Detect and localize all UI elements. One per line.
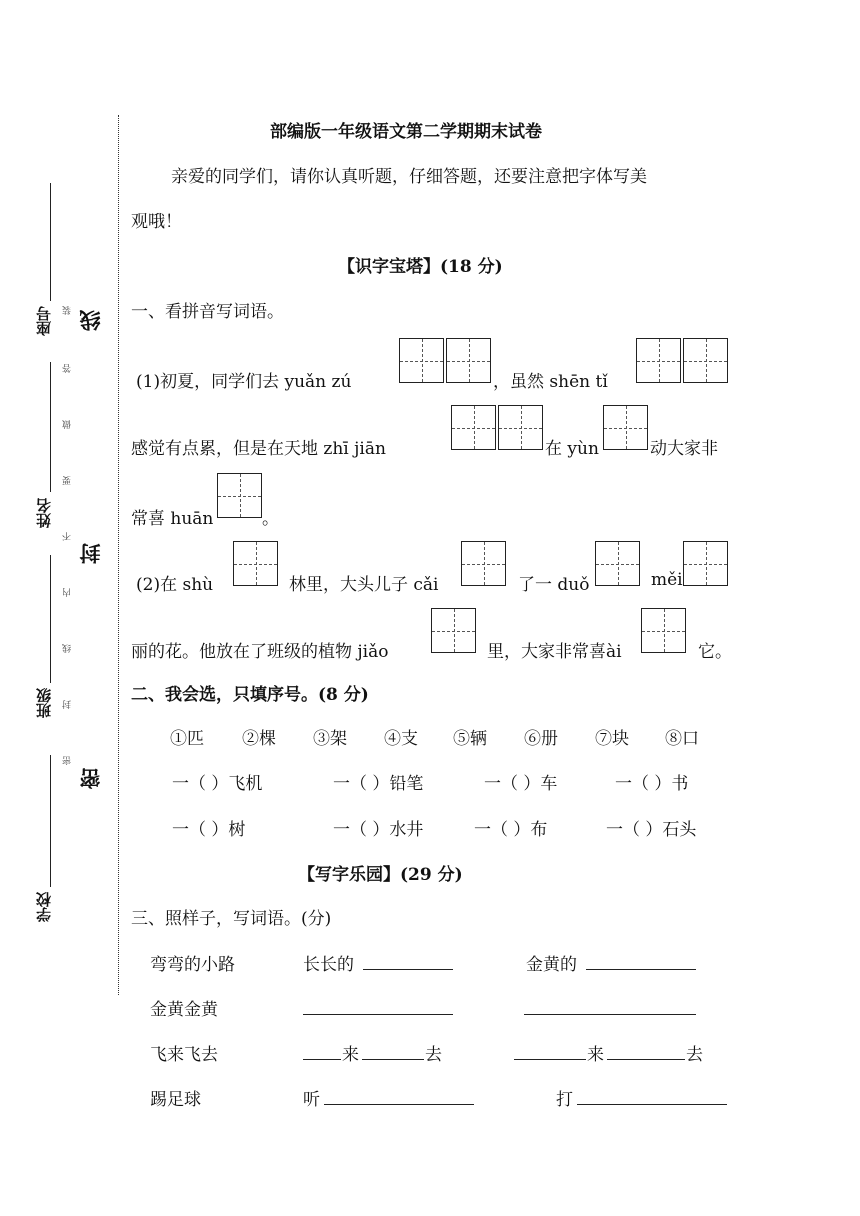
measure-word-option: ④支 (384, 729, 418, 749)
answer-blank[interactable] (586, 969, 696, 970)
writing-box[interactable] (603, 405, 648, 450)
section-heading-literacy: 【识字宝塔】(18 分) (338, 257, 503, 277)
notice-char: 装 (63, 306, 73, 315)
prompt-text: 来 (587, 1045, 604, 1065)
prompt-text: 长长的 (303, 955, 354, 975)
fill-blank-item[interactable]: 一（ ）水井 (333, 820, 424, 840)
answer-blank[interactable] (362, 1059, 424, 1060)
seal-feng: 封 (78, 543, 103, 564)
answer-blank[interactable] (514, 1059, 586, 1060)
example-word: 飞来飞去 (150, 1045, 218, 1065)
fill-blank-item[interactable]: 一（ ）飞机 (172, 774, 263, 794)
q1-line1-text-b: ，虽然 shēn tǐ (493, 372, 608, 392)
q1-line5-text-c: 它。 (698, 642, 732, 662)
prompt-text: 去 (425, 1045, 442, 1065)
answer-blank[interactable] (303, 1014, 453, 1015)
example-word: 金黄金黄 (150, 1000, 218, 1020)
q1-heading: 一、看拼音写词语。 (131, 302, 284, 322)
q1-line4-text-c: 了一 duǒ (518, 575, 590, 595)
measure-word-option: ⑦块 (595, 729, 629, 749)
q1-line1-text-a: (1)初夏，同学们去 yuǎn zú (136, 372, 352, 392)
writing-box[interactable] (446, 338, 491, 383)
fill-blank-item[interactable]: 一（ ）布 (474, 820, 548, 840)
writing-box[interactable] (217, 473, 262, 518)
prompt-text: 来 (342, 1045, 359, 1065)
q1-line4-text-a: (2)在 shù (136, 575, 214, 595)
writing-box[interactable] (683, 338, 728, 383)
q1-line5-text-a: 丽的花。他放在了班级的植物 jiǎo (131, 642, 389, 662)
writing-box[interactable] (683, 541, 728, 586)
notice-char: 线 (63, 644, 73, 653)
measure-word-option: ⑥册 (524, 729, 558, 749)
prompt-text: 去 (686, 1045, 703, 1065)
notice-char: 答 (63, 364, 73, 373)
measure-word-option: ⑤辆 (453, 729, 487, 749)
school-line (50, 755, 51, 887)
q1-line3-text-a: 常喜 huān (131, 509, 214, 529)
answer-blank[interactable] (577, 1104, 727, 1105)
q1-line2-text-b: 在 yùn (545, 439, 599, 459)
writing-box[interactable] (636, 338, 681, 383)
writing-box[interactable] (431, 608, 476, 653)
name-label: 姓名 (35, 498, 53, 528)
class-label: 班级 (35, 688, 53, 718)
q1-line3-text-b: 。 (262, 509, 279, 529)
writing-box[interactable] (399, 338, 444, 383)
answer-blank[interactable] (363, 969, 453, 970)
fill-blank-item[interactable]: 一（ ）铅笔 (333, 774, 424, 794)
measure-word-option: ③架 (313, 729, 347, 749)
example-word: 踢足球 (150, 1090, 201, 1110)
notice-char: 不 (63, 532, 73, 541)
fill-blank-item[interactable]: 一（ ）树 (172, 820, 246, 840)
q3-heading: 三、照样子，写词语。(分) (131, 909, 332, 929)
writing-box[interactable] (461, 541, 506, 586)
class-line (50, 555, 51, 683)
measure-word-option: ②棵 (242, 729, 276, 749)
writing-box[interactable] (595, 541, 640, 586)
school-label: 学校 (35, 892, 53, 922)
q1-line4-text-d: měi (651, 570, 683, 590)
section-heading-writing: 【写字乐园】(29 分) (298, 865, 463, 885)
fill-blank-item[interactable]: 一（ ）书 (615, 774, 689, 794)
q1-line2-text-a: 感觉有点累，但是在天地 zhī jiān (131, 439, 386, 459)
answer-blank[interactable] (303, 1059, 341, 1060)
seal-xian: 线 (78, 310, 103, 331)
example-word: 弯弯的小路 (150, 955, 235, 975)
q1-line5-text-b: 里，大家非常喜ài (487, 642, 622, 662)
notice-char: 内 (63, 588, 73, 597)
seat-number-label: 座号 (35, 306, 53, 336)
seat-number-line (50, 183, 51, 301)
intro-line-2: 观哦！ (131, 212, 182, 232)
writing-box[interactable] (233, 541, 278, 586)
q1-line2-text-c: 动大家非 (650, 439, 718, 459)
fill-blank-item[interactable]: 一（ ）车 (484, 774, 558, 794)
prompt-text: 听 (303, 1090, 320, 1110)
notice-char: 密 (63, 756, 73, 765)
notice-char: 要 (63, 476, 73, 485)
prompt-text: 打 (556, 1090, 573, 1110)
prompt-text: 金黄的 (526, 955, 577, 975)
name-line (50, 362, 51, 492)
seal-mi: 密 (78, 768, 103, 789)
measure-word-option: ①匹 (170, 729, 204, 749)
answer-blank[interactable] (524, 1014, 696, 1015)
answer-blank[interactable] (324, 1104, 474, 1105)
writing-box[interactable] (498, 405, 543, 450)
q2-heading: 二、我会选，只填序号。(8 分) (131, 685, 369, 705)
fill-blank-item[interactable]: 一（ ）石头 (606, 820, 697, 840)
intro-line-1: 亲爱的同学们，请你认真听题，仔细答题，还要注意把字体写美 (171, 167, 647, 187)
writing-box[interactable] (451, 405, 496, 450)
notice-char: 做 (63, 420, 73, 429)
notice-char: 封 (63, 700, 73, 709)
answer-blank[interactable] (607, 1059, 685, 1060)
measure-word-option: ⑧口 (665, 729, 699, 749)
writing-box[interactable] (641, 608, 686, 653)
dotted-cut-line (118, 115, 119, 995)
page-title: 部编版一年级语文第二学期期末试卷 (270, 122, 542, 142)
q1-line4-text-b: 林里，大头儿子 cǎi (289, 575, 439, 595)
